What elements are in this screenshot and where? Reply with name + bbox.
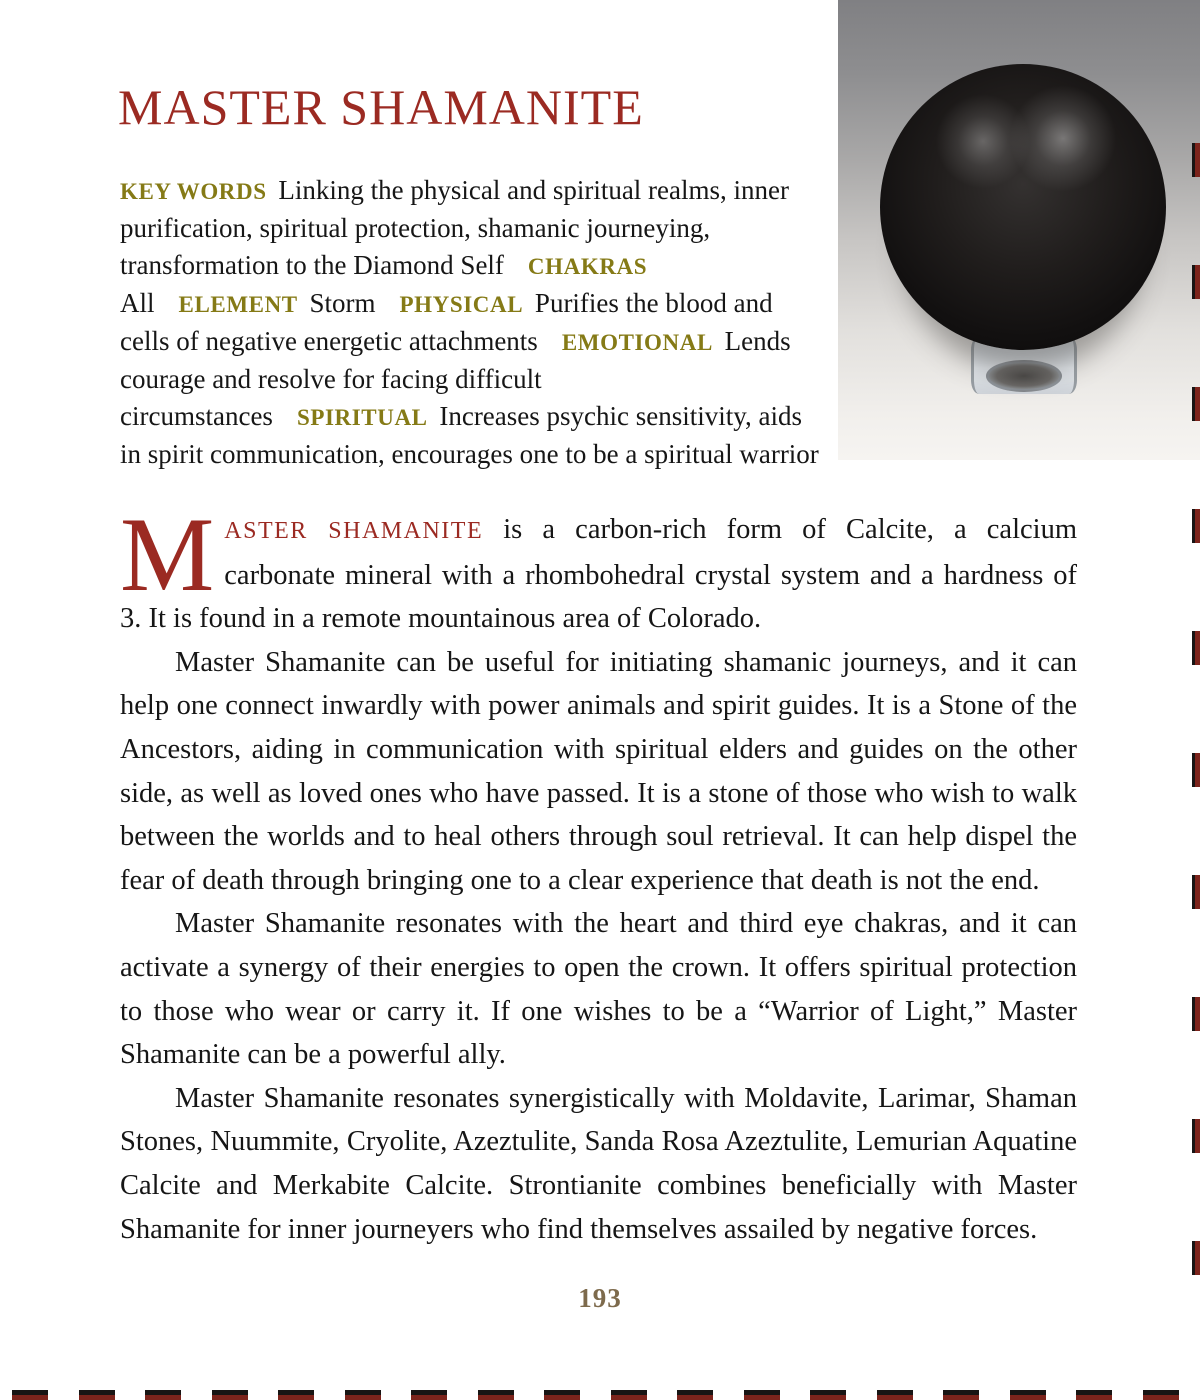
page-bottom-mark <box>1076 1390 1112 1400</box>
property-label: EMOTIONAL <box>561 330 713 355</box>
page-edge-mark <box>1192 509 1200 543</box>
property-text: All <box>120 288 155 318</box>
page-edge-mark <box>1192 631 1200 665</box>
page-bottom-mark <box>345 1390 381 1400</box>
property-label: SPIRITUAL <box>296 405 428 430</box>
page-bottom-mark <box>411 1390 447 1400</box>
page-bottom-mark <box>1010 1390 1046 1400</box>
property-text: Purifies the blood and cells of negative energetic attachments <box>120 288 773 356</box>
drop-cap: M <box>120 496 215 613</box>
page-bottom-mark <box>744 1390 780 1400</box>
page-bottom-mark <box>877 1390 913 1400</box>
property-label: KEY WORDS <box>120 179 267 204</box>
property-text: Increases psychic sensitivity, aids in spirit communication, encourages one to be a spiritual warrior <box>120 401 819 469</box>
page-bottom-mark <box>611 1390 647 1400</box>
page-bottom-mark <box>478 1390 514 1400</box>
page-number: 193 <box>578 1283 622 1313</box>
page-edge-mark <box>1192 997 1200 1031</box>
property-text: Storm <box>302 288 376 318</box>
property-label: PHYSICAL <box>399 292 524 317</box>
property-label: ELEMENT <box>178 292 298 317</box>
page-bottom-mark <box>943 1390 979 1400</box>
properties-paragraph <box>120 172 820 473</box>
page-bottom-mark <box>810 1390 846 1400</box>
body-paragraph: Master Shamanite resonates synergistically with Moldavite, Larimar, Shaman Stones, Nuummite, Cryolite, Azeztulite, Sanda Rosa Azeztulite, Lemurian Aquatine Calcite and Merkabite Calcite. Strontianite combines beneficially with Master Shamanite for inner journeyers who find themselves assailed by negative forces. <box>120 1082 1077 1245</box>
body-paragraph: Master Shamanite can be useful for initiating shamanic journeys, and it can help one connect inwardly with power animals and spirit guides. It is a Stone of the Ancestors, aiding in communication with spiritual elders and guides on the other side, as well as loved ones who have passed. It is a stone of those who wish to walk between the worlds and to heal others through soul retrieval. It can help dispel the fear of death through bringing one to a clear experience that death is not the end. <box>120 646 1077 896</box>
property-text: Lends courage and resolve for facing difficult circumstances <box>120 326 791 431</box>
page-bottom-mark <box>1143 1390 1179 1400</box>
page-bottom-mark <box>212 1390 248 1400</box>
acrylic-stand-rim <box>986 360 1062 392</box>
page-bottom-mark <box>677 1390 713 1400</box>
page-bottom-mark <box>278 1390 314 1400</box>
body-paragraph: Master Shamanite resonates with the heart and third eye chakras, and it can activate a synergy of their energies to open the crown. It offers spiritual protection to those who wear or carry it. If one wishes to be a “Warrior of Light,” Master Shamanite can be a powerful ally. <box>120 908 1077 1071</box>
page-bottom-mark <box>544 1390 580 1400</box>
page-edge-mark <box>1192 1119 1200 1153</box>
shamanite-sphere-image <box>880 64 1166 350</box>
page-bottom-mark <box>79 1390 115 1400</box>
page-edge-mark <box>1192 265 1200 299</box>
stone-photo <box>838 0 1200 460</box>
lead-paragraph <box>120 496 1077 641</box>
page-bottom-mark <box>12 1390 48 1400</box>
page-edge-mark <box>1192 1241 1200 1275</box>
article-body <box>120 496 1077 1251</box>
page-edge-mark <box>1192 875 1200 909</box>
lead-text: is a carbon-rich form of Calcite, a calcium carbonate mineral with a rhombohedral crystal system and a hardness of 3. It is found in a remote mountainous area of Colorado. <box>120 514 1077 635</box>
property-label: CHAKRAS <box>527 254 648 279</box>
page-title: MASTER SHAMANITE <box>118 79 644 135</box>
property-text: Linking the physical and spiritual realms, inner purification, spiritual protection, shamanic journeying, transformation to the Diamond Self <box>120 175 790 280</box>
page-edge-mark <box>1192 753 1200 787</box>
lead-smallcaps: ASTER SHAMANITE <box>224 518 484 544</box>
page-bottom-mark <box>145 1390 181 1400</box>
page-edge-mark <box>1192 387 1200 421</box>
page-edge-mark <box>1192 143 1200 177</box>
